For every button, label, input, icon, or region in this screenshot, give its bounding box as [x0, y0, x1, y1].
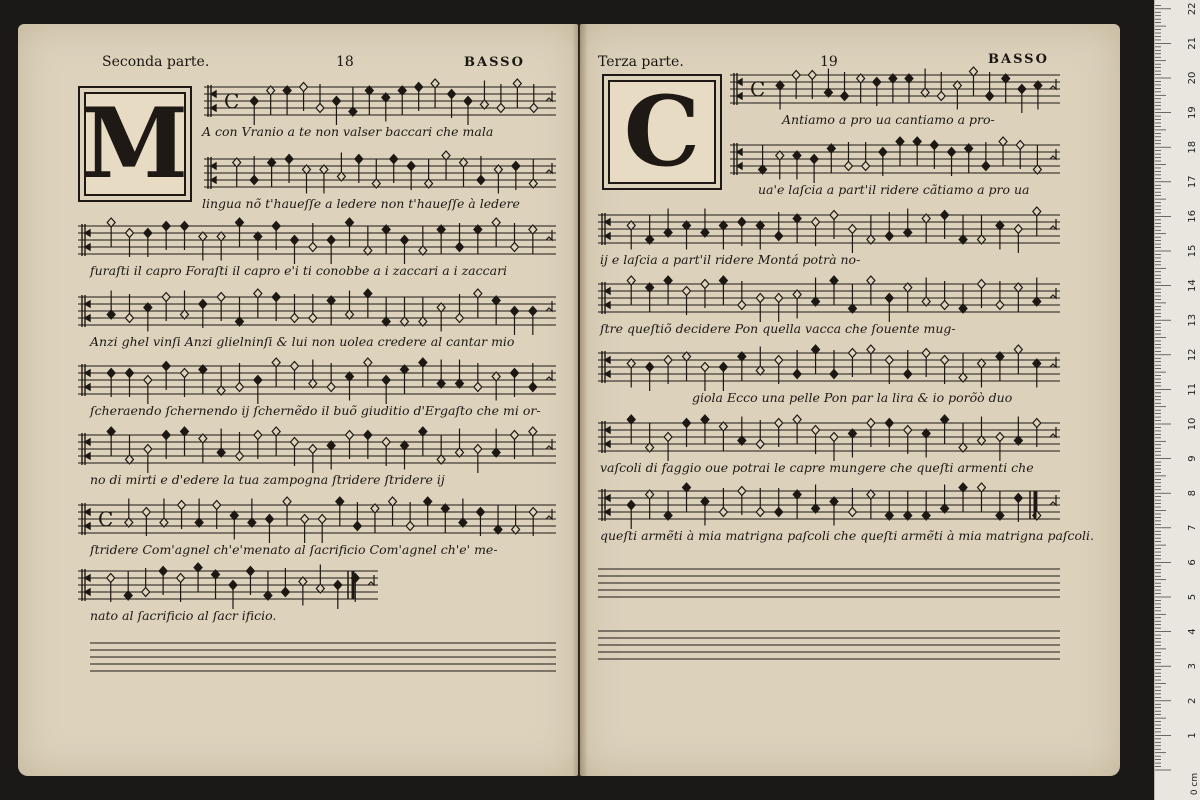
- ruler-mark: 7: [1187, 524, 1198, 531]
- left-staff: [78, 420, 556, 478]
- right-empty-staff: [598, 554, 1060, 612]
- right-staff: [598, 408, 1060, 466]
- left-staff: [78, 556, 378, 614]
- right-lyric-line: ſtre queſtiõ decidere Pon quella vacca che ſouente mug-: [600, 321, 956, 336]
- left-part-title: Seconda parte.: [102, 54, 210, 70]
- left-staff: [78, 490, 556, 548]
- ruler-mark: 10: [1187, 417, 1198, 431]
- left-staff: [204, 144, 556, 202]
- right-page: [580, 24, 1120, 776]
- ruler-mark: 12: [1187, 348, 1198, 362]
- svg-text:C: C: [750, 77, 766, 101]
- ruler-mark: 4: [1187, 628, 1198, 635]
- right-staff: [598, 269, 1060, 327]
- ruler-unit: 0 cm: [1190, 772, 1200, 796]
- right-lyric-line: queſti armẽti à mia matrigna paſcoli che queſti armẽti à mia matrigna paſcoli.: [600, 528, 1095, 543]
- right-lyric-line: vaſcoli di faggio oue potrai le capre mungere che queſti armenti che: [600, 460, 1034, 475]
- left-page-number: 18: [336, 54, 354, 70]
- left-lyric-line: nato al ſacrificio al ſacr ificio.: [90, 608, 277, 623]
- left-staff: [78, 282, 556, 340]
- right-staff: [598, 200, 1060, 258]
- right-staff: [730, 130, 1060, 188]
- right-lyric-line: ij e laſcia a part'il ridere Montá potrà no-: [600, 252, 861, 267]
- ruler-mark: 5: [1187, 593, 1198, 601]
- ruler-mark: 6: [1187, 559, 1198, 566]
- ruler-ticks: [1155, 0, 1200, 800]
- left-lyric-line: ſtridere Com'agnel ch'e'menato al ſacrificio Com'agnel ch'e' me-: [90, 542, 498, 557]
- ruler-mark: 18: [1187, 140, 1198, 154]
- svg-text:C: C: [98, 507, 114, 531]
- left-voice-label: BASSO: [464, 55, 525, 70]
- ruler-mark: 1: [1187, 732, 1198, 739]
- right-staff: [598, 338, 1060, 396]
- right-lyric-line: ua'e laſcia a part'il ridere cãtiamo a pro ua: [758, 182, 1030, 197]
- ruler-mark: 17: [1187, 175, 1198, 189]
- decorated-initial-c: [602, 74, 722, 190]
- ruler-mark: 19: [1187, 106, 1198, 119]
- right-lyric-line: Antiamo a pro ua cantiamo a pro-: [782, 112, 995, 127]
- ruler-mark: 22: [1187, 2, 1198, 16]
- right-part-title: Terza parte.: [598, 54, 684, 70]
- initial-letter: M: [81, 87, 189, 200]
- right-staff: [730, 60, 1060, 118]
- initial-letter: C: [623, 75, 701, 188]
- ruler-mark: 21: [1187, 37, 1198, 50]
- right-voice-label: BASSO: [988, 52, 1049, 67]
- right-staff: [598, 476, 1060, 534]
- book-gutter: [572, 24, 588, 776]
- ruler-mark: 3: [1187, 663, 1198, 670]
- right-page-number: 19: [820, 54, 838, 70]
- left-page: [18, 24, 578, 776]
- left-lyric-line: Anzi ghel vinſi Anzi glielninſi & lui non uolea credere al cantar mio: [90, 334, 515, 349]
- ruler-mark: 11: [1187, 383, 1198, 396]
- decorated-initial-m: [78, 86, 192, 202]
- right-lyric-line: giola Ecco una pelle Pon par la lira & io porõò duo: [692, 390, 1013, 405]
- ruler-mark: 16: [1187, 210, 1198, 223]
- ruler-mark: 20: [1187, 71, 1198, 85]
- left-lyric-line: ſcheraendo ſchernendo ij ſchernẽdo il buõ giuditio d'Ergaſto che mi or-: [90, 403, 541, 418]
- ruler-mark: 15: [1187, 244, 1198, 258]
- left-lyric-line: A con Vranio a te non valser baccari che mala: [202, 124, 494, 139]
- left-staff: [78, 211, 556, 269]
- left-lyric-line: no di mirti e d'edere la tua zampogna ſtridere ſtridere ij: [90, 472, 445, 487]
- ruler-mark: 8: [1187, 490, 1198, 497]
- left-lyric-line: furaſti il capro Foraſti il capro e'i ti conobbe a i zaccari a i zaccari: [90, 263, 508, 278]
- svg-text:C: C: [224, 89, 240, 113]
- left-staff: [78, 351, 556, 409]
- left-lyric-line: lingua nõ t'haueſſe a ledere non t'haueſſe à ledere: [202, 196, 520, 211]
- ruler-mark: 9: [1187, 455, 1198, 462]
- measuring-ruler: [1154, 0, 1200, 800]
- left-staff: [204, 72, 556, 130]
- right-empty-staff: [598, 616, 1060, 674]
- left-empty-staff: [90, 628, 556, 686]
- ruler-mark: 13: [1187, 313, 1198, 327]
- ruler-mark: 14: [1187, 279, 1198, 292]
- ruler-mark: 2: [1187, 697, 1198, 704]
